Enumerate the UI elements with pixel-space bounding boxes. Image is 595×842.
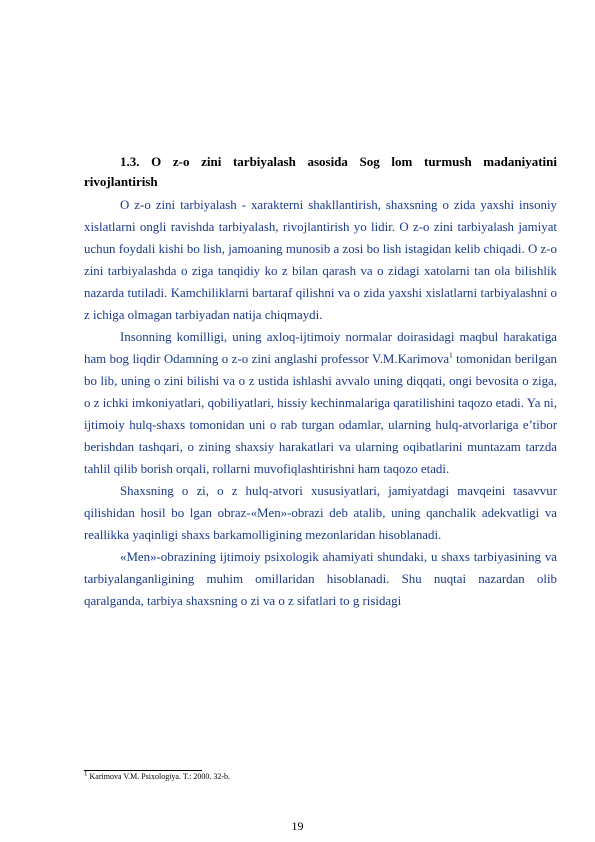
- paragraph-men-obraz: «Men»-obrazining ijtimoiy psixologik ahamiyati shundaki, u shaxs tarbiyasining va tarbiyalanganligining muhim omillaridan hisoblanadi. Shu nuqtai nazardan olib qaralganda, tarbiya shaxsning o zi va o z sifatlari to g risidagi: [84, 550, 557, 608]
- footnote-reference[interactable]: 1: [449, 351, 453, 360]
- footnote-divider: [84, 770, 202, 771]
- body-text: [84, 194, 557, 612]
- footnote-marker: 1: [84, 769, 88, 778]
- paragraph-perfection-start: Insonning komilligi, uning axloq-ijtimoiy normalar doirasidagi maqbul harakatiga ham bog liqdir Odamning o z-o zini anglashi professor V.M.Karimova: [84, 330, 557, 366]
- footnote: [84, 769, 557, 782]
- footnote-text: Karimova V.M. Psixologiya. T.: 2000. 32-b.: [87, 772, 231, 781]
- paragraph-self-education: O z-o zini tarbiyalash - xarakterni shakllantirish, shaxsning o zida yaxshi insoniy xislatlarni ongli ravishda tarbiyalash, rivojlantirish yo lidir. O z-o zini tarbiyalash jamiyat uchun foydali kishi bo lish, jamoaning munosib a zosi bo lish istagidan kelib chiqadi. O z-o zini tarbiyalashda o ziga tanqidiy ko z bilan qarash va o zidagi xatolarni tan ola bilishlik nazarda tutiladi. Kamchiliklarni bartaraf qilishni va o zida yaxshi xislatlarni tarbiyalashni o z ichiga olmagan tarbiyadan natija chiqmaydi.: [84, 198, 557, 322]
- paragraph-perfection: [84, 326, 557, 480]
- paragraph-perfection-end: tomonidan berilgan bo lib, uning o zini bilishi va o z ustida ishlashi avvalo uning diqqati, ongi bevosita o ziga, o z ichki imkoniyatlari, qobiliyatlari, hissiy kechinmalariga qaratilishini taqozo etadi. Ya ni, ijtimoiy hulq-shaxs tomonidan uni o rab turgan odamlar, ularning hulq-atvorlariga e’tibor berishdan tashqari, o zining shaxsiy harakatlari va ularning oqibatlarini muntazam tarzda tahlil qilib borish orqali, rollarni muvofiqlashtirishni ham taqozo etadi.: [84, 352, 557, 476]
- paragraph-self-image: Shaxsning o zi, o z hulq-atvori xususiyatlari, jamiyatdagi mavqeini tasavvur qilishidan hosil bo lgan obraz-«Men»-obrazi deb atalib, uning qanchalik adekvatligi va reallikka yaqinligi shaxs barkamolligining mezonlaridan hisoblanadi.: [84, 484, 557, 542]
- page-number: 19: [291, 819, 304, 833]
- section-heading: 1.3. O z-o zini tarbiyalash asosida Sog lom turmush madaniyatini rivojlantirish: [84, 154, 557, 189]
